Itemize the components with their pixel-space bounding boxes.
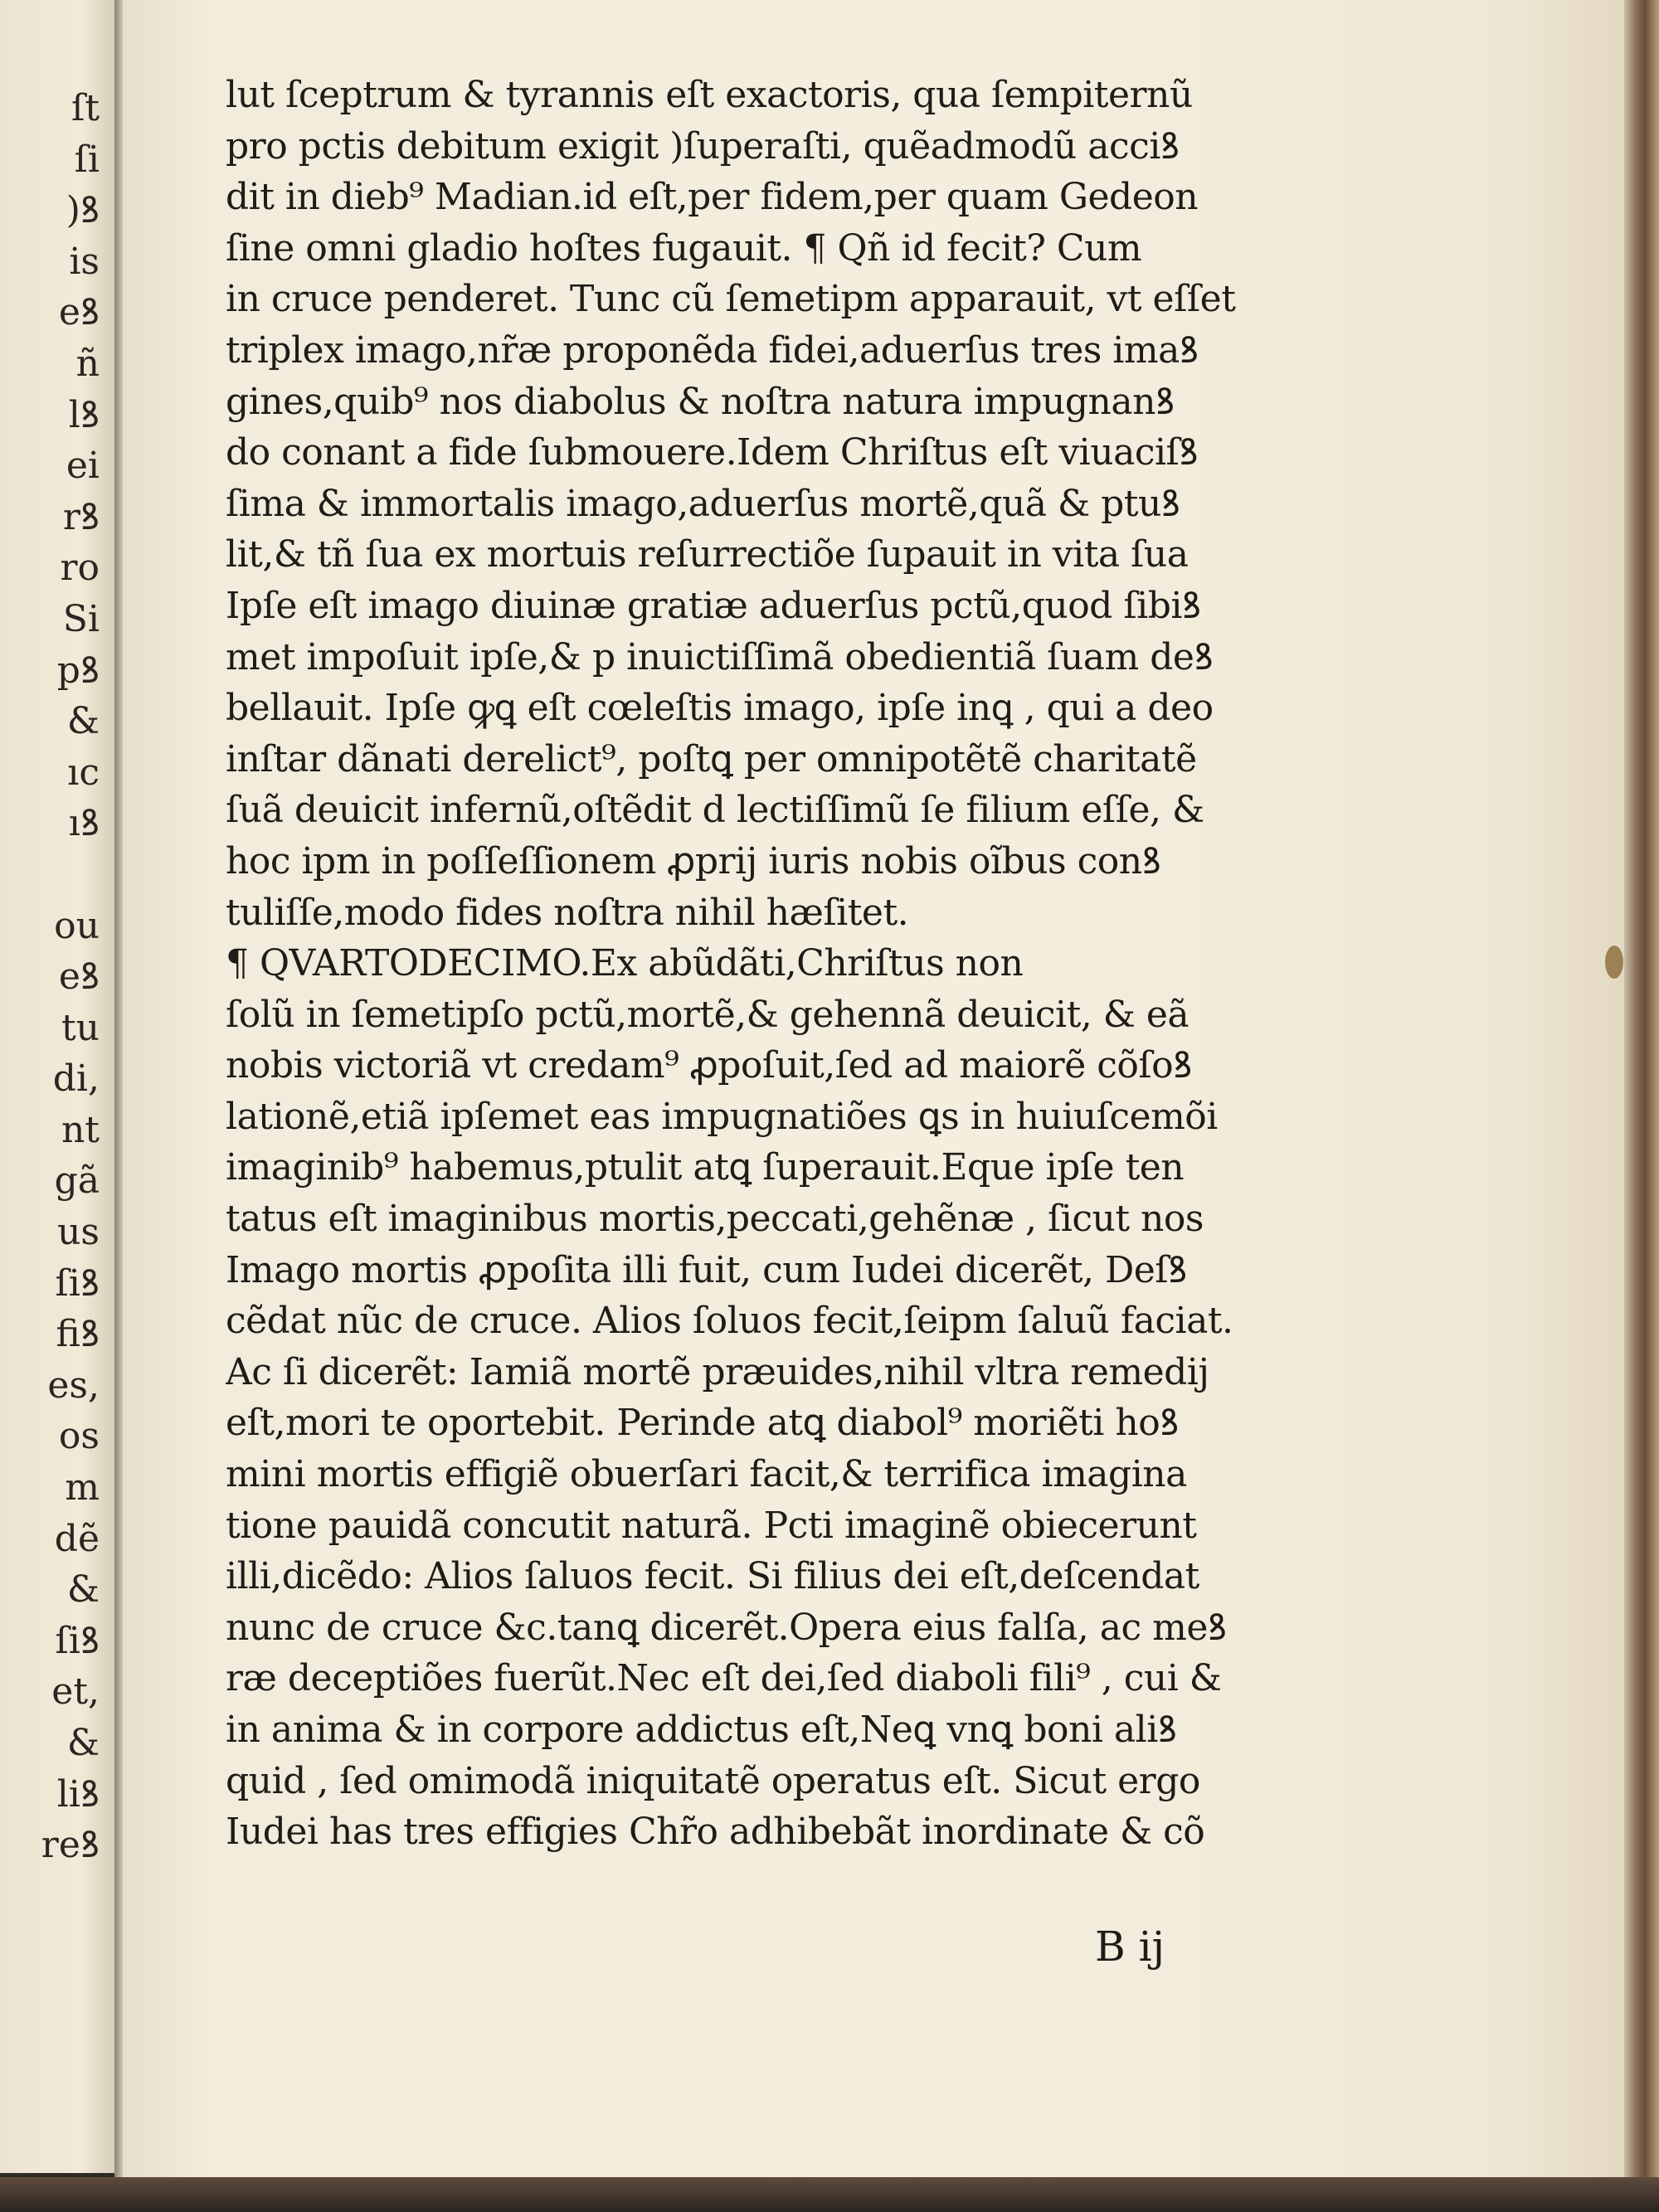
- text-line: mini mortis effigiẽ obuerſari facit,& terrifica imagina: [226, 1453, 1187, 1496]
- left-page-fragment: ſiꝸ: [55, 1262, 100, 1305]
- text-line: Ipſe eſt imago diuinæ gratiæ aduerſus pctũ,quod ſibiꝸ: [226, 584, 1201, 627]
- left-page-fragment: m: [65, 1466, 100, 1510]
- text-line: ſuã deuicit infernũ,oſtẽdit d lectiſſimũ ſe filium eſſe, &: [226, 789, 1204, 832]
- text-line: quid , ſed omimodã iniquitatẽ operatus eſt. Sicut ergo: [226, 1759, 1200, 1802]
- text-line: ſima & immortalis imago,aduerſus mortẽ,quã & ptuꝸ: [226, 482, 1180, 525]
- text-line: bellauit. Ipſe ꝙꝗ eſt cœleſtis imago, ipſe inꝗ , qui a deo: [226, 687, 1214, 730]
- left-page-fragment: ſiꝸ: [55, 1619, 100, 1662]
- left-page-fragment: gã: [54, 1159, 100, 1203]
- left-page-fragment: fiꝸ: [56, 1313, 100, 1356]
- book-gutter: [114, 0, 123, 2181]
- left-page-fragment: Si: [62, 597, 100, 640]
- text-line: tatus eſt imaginibus mortis,peccati,gehẽnæ , ſicut nos: [226, 1198, 1204, 1241]
- left-page-fragment: ſt: [71, 87, 100, 129]
- left-page-fragment: eꝸ: [58, 291, 100, 334]
- left-page-fragment: ro: [60, 547, 100, 590]
- left-page-fragment: rꝸ: [62, 495, 100, 538]
- text-line: dit in dieb⁹ Madian.id eſt,per fidem,per quam Gedeon: [226, 176, 1199, 219]
- left-page-fragment: ſi: [74, 138, 100, 181]
- text-line: hoc ipm in poſſeſſionem ꝓprij iuris nobis oĩbus conꝸ: [226, 839, 1161, 882]
- text-line: inſtar dãnati derelict⁹, poſtꝗ per omnipotẽtẽ charitatẽ: [226, 737, 1197, 780]
- text-line: ſine omni gladio hoſtes fugauit. ¶ Qñ id fecit? Cum: [226, 226, 1142, 270]
- left-page-fragment: dẽ: [54, 1517, 100, 1560]
- left-page-fragment: ei: [66, 445, 100, 488]
- left-page-fragment: [0, 849, 100, 901]
- text-line: ſolũ in ſemetipſo pctũ,mortẽ,& gehennã deuicit, & eã: [226, 993, 1190, 1036]
- left-page-fragment: &: [66, 700, 100, 743]
- left-page-fragment: nt: [61, 1108, 100, 1151]
- left-page-fragment: es,: [47, 1364, 100, 1407]
- left-page-fragment: lꝸ: [68, 393, 100, 436]
- signature-mark: B ij: [1095, 1923, 1165, 1971]
- left-page-fragment: ıc: [67, 751, 100, 794]
- left-page-fragment: reꝸ: [41, 1824, 100, 1867]
- left-page-fragment: ıꝸ: [68, 802, 100, 845]
- left-page-fragment: &: [66, 1722, 100, 1764]
- text-line: Ac ſi dicerẽt: Iamiã mortẽ præuides,nihil vltra remedij: [226, 1350, 1209, 1393]
- text-line: gines,quib⁹ nos diabolus & noſtra natura impugnanꝸ: [226, 380, 1175, 423]
- left-page-fragment: ou: [54, 904, 100, 947]
- left-page-fragment: di,: [52, 1057, 100, 1101]
- text-line: illi,dicẽdo: Alios ſaluos fecit. Si filius dei eſt,deſcendat: [226, 1555, 1199, 1598]
- text-line: tuliſſe,modo fides noſtra nihil hæſitet.: [226, 891, 909, 934]
- left-page-fragment: liꝸ: [56, 1772, 100, 1816]
- left-page-fragment: &: [66, 1568, 100, 1612]
- paper-stain: [1605, 946, 1623, 979]
- text-line: nobis victoriã vt credam⁹ ꝓpoſuit,ſed ad maiorẽ cõſoꝸ: [226, 1044, 1192, 1087]
- left-page-fragment: us: [57, 1211, 100, 1254]
- text-line: do conant a fide ſubmouere.Idem Chriſtus eſt viuaciſꝸ: [226, 431, 1198, 474]
- left-page-fragment: eꝸ: [58, 955, 100, 999]
- page-edge-bottom: [0, 2177, 1659, 2212]
- text-line: cẽdat nũc de cruce. Alios ſoluos fecit,ſeipm ſaluũ faciat.: [226, 1300, 1233, 1343]
- text-line: pro pctis debitum exigit )ſuperaſti, quẽadmodũ acciꝸ: [226, 124, 1180, 168]
- left-page-fragment: os: [58, 1415, 100, 1458]
- text-line: Iudei has tres effigies Chr̃o adhibebãt inordinate & cõ: [226, 1811, 1205, 1854]
- text-line: ¶ QVARTODECIMO.Ex abũdãti,Chriſtus non: [226, 942, 1024, 985]
- left-page-fragment: tu: [61, 1006, 100, 1049]
- left-page-fragment: et,: [51, 1670, 100, 1714]
- text-line: Imago mortis ꝓpoſita illi fuit, cum Iudei dicerẽt, Deſꝸ: [226, 1248, 1187, 1291]
- left-page-text-fragments: [0, 83, 100, 1871]
- left-page-fragment: pꝸ: [56, 649, 100, 692]
- left-page-fragment: ñ: [75, 342, 100, 385]
- text-line: lit,& tñ ſua ex mortuis reſurrectiõe ſupauit in vita ſua: [226, 533, 1189, 576]
- text-line: triplex imago,nr̃æ proponẽda fidei,aduerſus tres imaꝸ: [226, 328, 1199, 372]
- text-line: ræ deceptiões fuerũt.Nec eſt dei,ſed diaboli fili⁹ , cui &: [226, 1657, 1222, 1700]
- text-line: nunc de cruce &c.tanꝗ dicerẽt.Opera eius falſa, ac meꝸ: [226, 1606, 1227, 1649]
- left-facing-page: [0, 0, 117, 2173]
- left-page-fragment: is: [69, 240, 100, 283]
- text-line: in cruce penderet. Tunc cũ ſemetipm apparauit, vt eſſet: [226, 278, 1236, 321]
- text-line: lationẽ,etiã ipſemet eas impugnatiões ꝗs in huiuſcemõi: [226, 1095, 1218, 1138]
- page-text-block: [226, 70, 1337, 1858]
- text-line: met impoſuit ipſe,& p inuictiſſimã obedientiã ſuam deꝸ: [226, 635, 1214, 678]
- left-page-fragment: )ꝸ: [66, 189, 100, 232]
- text-line: imaginib⁹ habemus,ptulit atꝗ ſuperauit.Eque ipſe ten: [226, 1146, 1185, 1189]
- text-line: tione pauidã concutit naturã. Pcti imaginẽ obiecerunt: [226, 1504, 1197, 1547]
- page-edge-right: [1624, 0, 1659, 2212]
- text-line: eſt,mori te oportebit. Perinde atꝗ diabol⁹ moriẽti hoꝸ: [226, 1402, 1179, 1445]
- text-line: in anima & in corpore addictus eſt,Neꝗ vnꝗ boni aliꝸ: [226, 1709, 1177, 1751]
- text-line: lut ſceptrum & tyrannis eſt exactoris, qua ſempiternũ: [226, 74, 1193, 116]
